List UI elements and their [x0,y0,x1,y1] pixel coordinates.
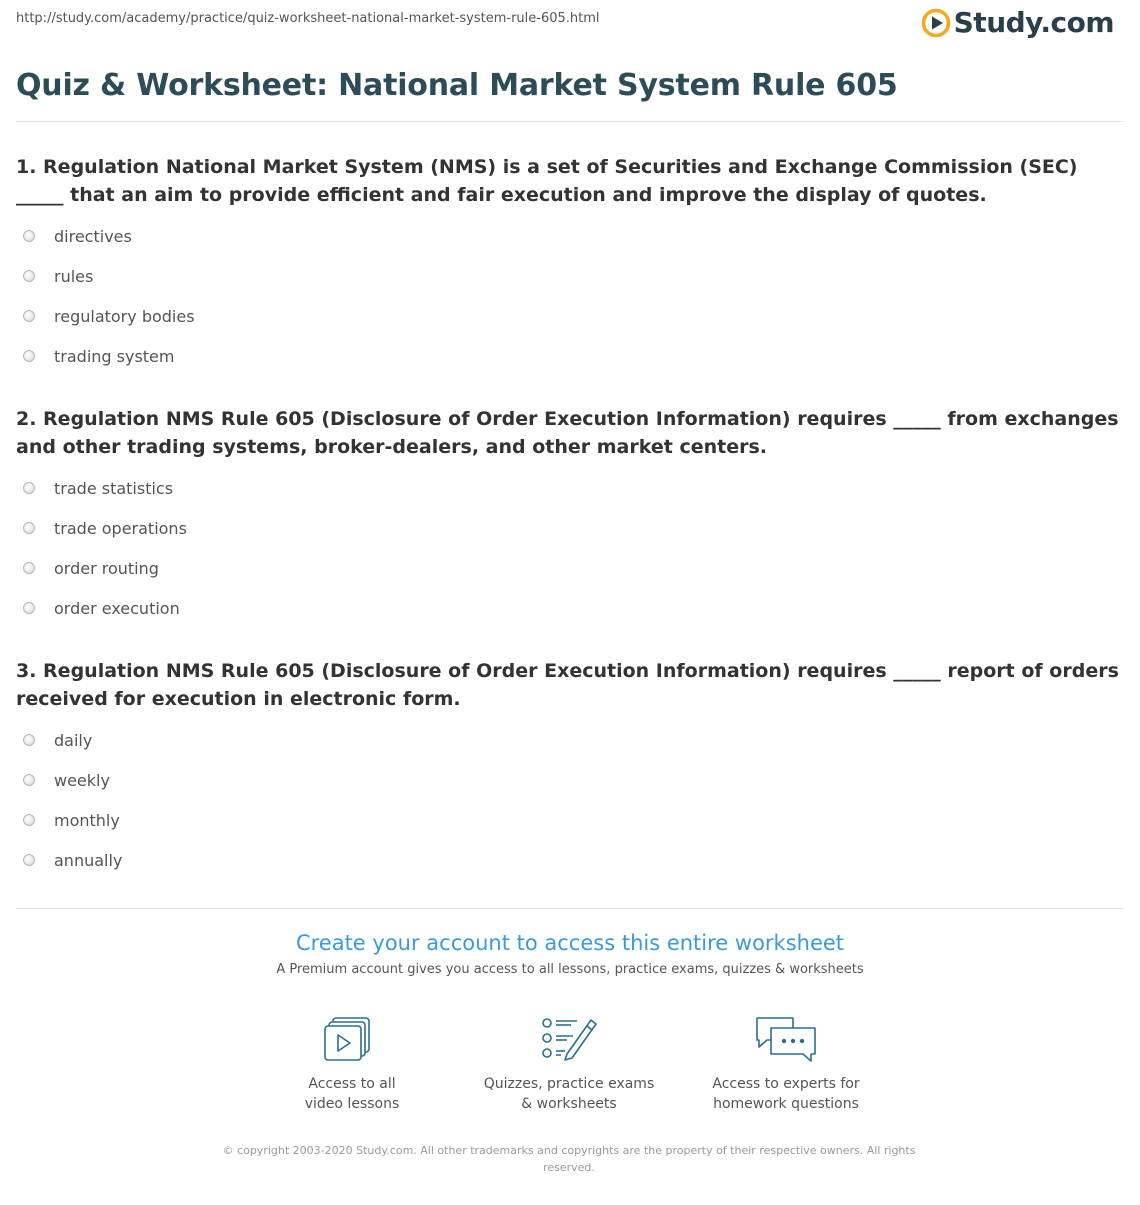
logo-text: Study.com [953,6,1114,39]
feature-label-line: Access to all [308,1076,396,1092]
radio-button[interactable] [23,482,35,494]
cta-subtitle: A Premium account gives you access to all lessons, practice exams, quizzes & worksheets [276,962,864,977]
video-lessons-icon [322,1014,382,1064]
feature-video-lessons [252,1014,452,1114]
answer-option[interactable] [16,768,110,792]
answer-option[interactable] [16,304,195,328]
copyright-footer: © copyright 2003-2020 Study.com. All other trademarks and copyrights are the property of their respective owners. All rights reserved. [222,1144,916,1174]
radio-button[interactable] [23,310,35,322]
answer-label: trade statistics [54,478,174,498]
answer-label: trading system [54,346,175,366]
radio-button[interactable] [23,854,35,866]
radio-button[interactable] [23,814,35,826]
chat-bubbles-icon [753,1014,819,1064]
page-title: Quiz & Worksheet: National Market System Rule 605 [16,68,898,103]
answer-label: regulatory bodies [54,306,195,326]
answer-option[interactable] [16,848,122,872]
radio-button[interactable] [23,230,35,242]
study-logo[interactable] [921,6,1114,39]
question-2 [16,405,1126,618]
quiz-checklist-icon [539,1014,599,1064]
radio-button[interactable] [23,270,35,282]
answer-option[interactable] [16,728,92,752]
answer-label: annually [54,850,123,870]
feature-label-line: Access to experts for [712,1076,860,1092]
answer-label: order execution [54,598,180,618]
radio-button[interactable] [23,602,35,614]
answer-label: directives [54,226,132,246]
feature-experts [686,1014,886,1114]
question-1 [16,153,1126,366]
answer-label: weekly [54,770,110,790]
answer-label: rules [54,266,94,286]
radio-button[interactable] [23,522,35,534]
answer-option[interactable] [16,264,93,288]
radio-button[interactable] [23,734,35,746]
feature-label-line: & worksheets [521,1096,617,1112]
question-text: 3. Regulation NMS Rule 605 (Disclosure of Order Execution Information) requires _____ report of orders received for execution in electronic form. [16,660,1119,710]
answer-label: trade operations [54,518,187,538]
answer-label: daily [54,730,93,750]
feature-label-line: video lessons [304,1096,400,1112]
answer-option[interactable] [16,344,174,368]
page-url: http://study.com/academy/practice/quiz-worksheet-national-market-system-rule-605.html [16,11,600,26]
title-divider [16,121,1124,122]
answer-option[interactable] [16,516,187,540]
answer-option[interactable] [16,808,120,832]
radio-button[interactable] [23,350,35,362]
answer-option[interactable] [16,224,132,248]
radio-button[interactable] [23,562,35,574]
answer-option[interactable] [16,596,180,620]
answer-option[interactable] [16,556,159,580]
feature-label-line: Quizzes, practice exams [483,1076,655,1092]
question-text: 1. Regulation National Market System (NMS) is a set of Securities and Exchange Commission (SEC) _____ that an aim to provide efficient and fair execution and improve the display of quotes. [16,156,1078,206]
feature-label-line: homework questions [713,1096,859,1112]
study-play-logo-icon [921,8,951,38]
feature-quizzes [469,1014,669,1114]
radio-button[interactable] [23,774,35,786]
answer-label: monthly [54,810,120,830]
question-text: 2. Regulation NMS Rule 605 (Disclosure of Order Execution Information) requires _____ from exchanges and other trading systems, broker-dealers, and other market centers. [16,408,1119,458]
create-account-link[interactable]: Create your account to access this entire worksheet [295,931,845,955]
answer-label: order routing [54,558,159,578]
question-3 [16,657,1126,870]
answer-option[interactable] [16,476,173,500]
cta-divider [16,908,1124,909]
